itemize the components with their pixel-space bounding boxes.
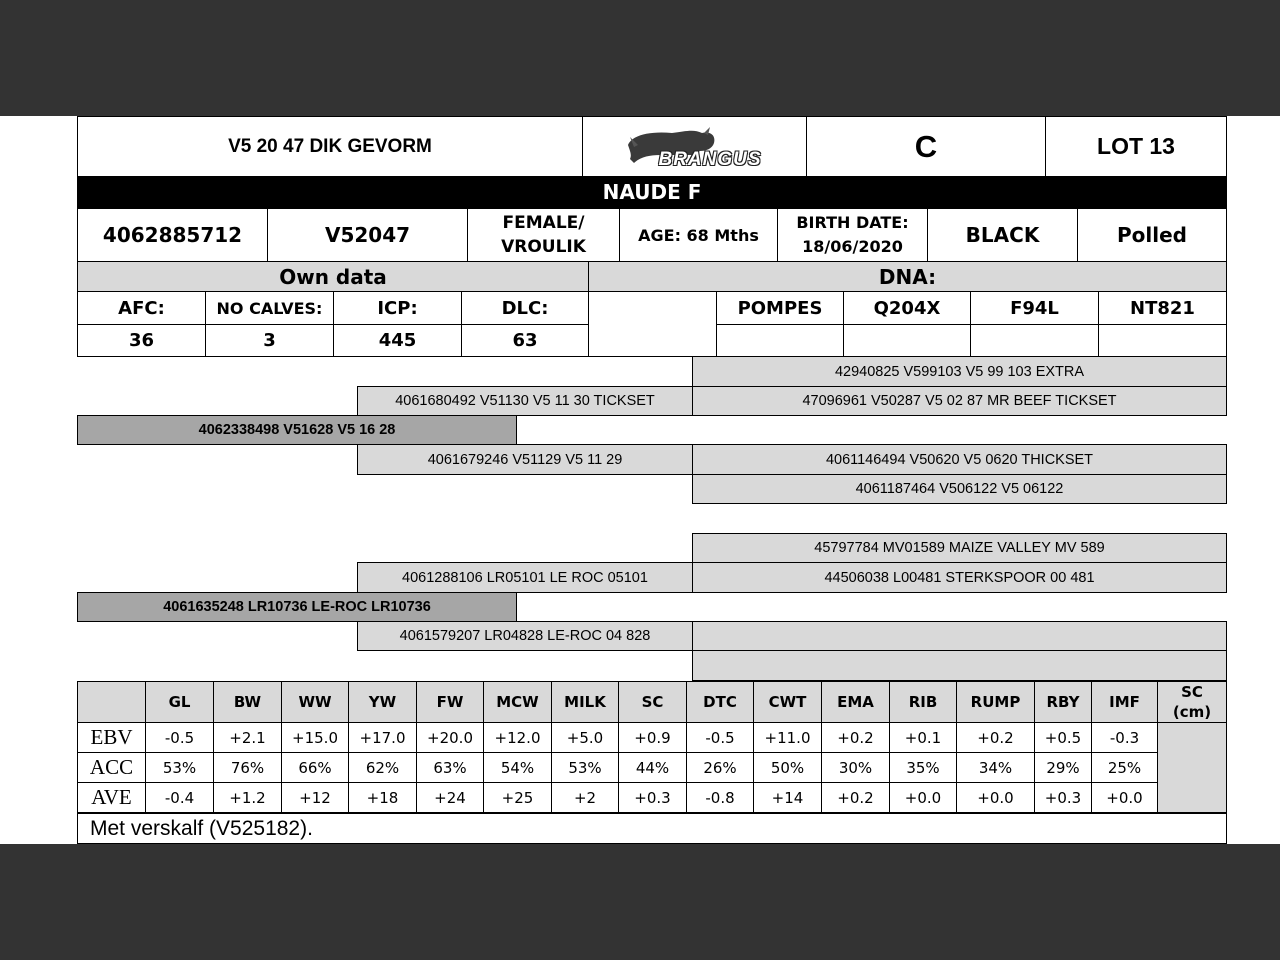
pedigree-dsd: 44506038 L00481 STERKSPOOR 00 481 [692,562,1227,593]
ebv-cell: 62% [348,752,417,783]
ebv-cell: +0.5 [1034,722,1092,753]
ebv-cell: +5.0 [551,722,619,753]
ebv-cell: 30% [821,752,890,783]
dna-value-q204x [843,324,971,357]
ebv-cell: +0.2 [821,782,890,813]
animal-name: V5 20 47 DIK GEVORM [77,116,583,177]
dna-value-nt821 [1098,324,1227,357]
ebv-header-milk: MILK [551,681,619,723]
ebv-cell: +0.3 [1034,782,1092,813]
ebv-cell: 53% [145,752,214,783]
ebv-cell: +11.0 [753,722,822,753]
colour: BLACK [927,208,1078,262]
registration-number: 4062885712 [77,208,268,262]
ebv-cell: 63% [416,752,484,783]
pedigree-ddd [692,650,1227,681]
ebv-header-yw: YW [348,681,417,723]
own-data-title: Own data [77,261,589,292]
ebv-cell: +15.0 [281,722,349,753]
ebv-cell: -0.3 [1091,722,1158,753]
own-header-icp: ICP: [333,291,462,325]
ebv-header-mcw: MCW [483,681,552,723]
ebv-cell: -0.5 [686,722,754,753]
ebv-cell: +0.0 [956,782,1035,813]
ebv-cell: +0.1 [889,722,957,753]
grade: C [806,116,1046,177]
ebv-cell: 29% [1034,752,1092,783]
animal-id: V52047 [267,208,468,262]
ebv-cell: +0.2 [821,722,890,753]
dna-header-f94l: F94L [970,291,1099,325]
ebv-cell: +0.0 [1091,782,1158,813]
pedigree-sdd: 4061187464 V506122 V5 06122 [692,474,1227,504]
dna-title: DNA: [588,261,1227,292]
ebv-cell: +20.0 [416,722,484,753]
sc-cm-line1: SC [1181,683,1203,701]
horn-status: Polled [1077,208,1227,262]
sex-line1: FEMALE/ [502,213,585,233]
pedigree-ds: 4061288106 LR05101 LE ROC 05101 [357,562,693,593]
ebv-header-imf: IMF [1091,681,1158,723]
ebv-cell: +14 [753,782,822,813]
own-value-dlc: 63 [461,324,589,357]
ebv-cell: +0.0 [889,782,957,813]
ebv-header-rump: RUMP [956,681,1035,723]
ebv-header-ema: EMA [821,681,890,723]
pedigree-dss: 45797784 MV01589 MAIZE VALLEY MV 589 [692,533,1227,563]
ebv-sc-cm-values [1157,722,1227,813]
ebv-cell: 35% [889,752,957,783]
pedigree-sds: 4061146494 V50620 V5 0620 THICKSET [692,444,1227,475]
ebv-cell: +18 [348,782,417,813]
ebv-header-gl: GL [145,681,214,723]
birth-date [777,208,928,262]
ebv-header-bw: BW [213,681,282,723]
dna-header-pompes: POMPES [716,291,844,325]
own-value-icp: 445 [333,324,462,357]
ebv-cell: +12.0 [483,722,552,753]
own-header-dlc: DLC: [461,291,589,325]
ebv-cell: -0.4 [145,782,214,813]
ebv-cell: +12 [281,782,349,813]
ebv-cell: 50% [753,752,822,783]
ebv-header-sc-cm [1157,681,1227,723]
pedigree-sss: 42940825 V599103 V5 99 103 EXTRA [692,356,1227,387]
lot-number: LOT 13 [1045,116,1227,177]
ebv-header-ww: WW [281,681,349,723]
ebv-header-fw: FW [416,681,484,723]
dna-header-nt821: NT821 [1098,291,1227,325]
dna-value-pompes [716,324,844,357]
dna-value-f94l [970,324,1099,357]
pedigree-dam: 4061635248 LR10736 LE-ROC LR10736 [77,592,517,622]
ebv-cell: +17.0 [348,722,417,753]
ebv-row-label-ave: AVE [77,782,146,813]
ebv-cell: -0.8 [686,782,754,813]
ebv-cell: -0.5 [145,722,214,753]
pedigree-sd: 4061679246 V51129 V5 11 29 [357,444,693,475]
ebv-cell: +0.9 [618,722,687,753]
pedigree-ssd: 47096961 V50287 V5 02 87 MR BEEF TICKSET [692,386,1227,416]
own-header-calves: NO CALVES: [205,291,334,325]
owner-bar: NAUDE F [77,176,1227,208]
ebv-cell: +25 [483,782,552,813]
birth-date-label: BIRTH DATE: [796,213,909,232]
ebv-cell: 66% [281,752,349,783]
ebv-cell: +0.3 [618,782,687,813]
ebv-header-rib: RIB [889,681,957,723]
own-header-afc: AFC: [77,291,206,325]
pedigree-ss: 4061680492 V51130 V5 11 30 TICKSET [357,386,693,416]
pedigree-dds [692,621,1227,651]
own-value-calves: 3 [205,324,334,357]
ebv-cell: 25% [1091,752,1158,783]
own-value-afc: 36 [77,324,206,357]
sex [467,208,620,262]
ebv-cell: 53% [551,752,619,783]
ebv-cell: +2.1 [213,722,282,753]
dna-header-q204x: Q204X [843,291,971,325]
ebv-cell: +2 [551,782,619,813]
lot-sheet [0,116,1280,844]
ebv-row-label-ebv: EBV [77,722,146,753]
logo-text: BRANGUS [658,149,762,170]
ebv-cell: +0.2 [956,722,1035,753]
sc-cm-line2: (cm) [1172,703,1212,721]
ebv-cell: 34% [956,752,1035,783]
birth-date-value: 18/06/2020 [802,237,903,256]
ebv-header-dtc: DTC [686,681,754,723]
ebv-cell: 54% [483,752,552,783]
ebv-cell: 76% [213,752,282,783]
note: Met verskalf (V525182). [77,813,1227,844]
age: AGE: 68 Mths [619,208,778,262]
pedigree-dd: 4061579207 LR04828 LE-ROC 04 828 [357,621,693,651]
ebv-header-rby: RBY [1034,681,1092,723]
ebv-cell: +1.2 [213,782,282,813]
ebv-header-cwt: CWT [753,681,822,723]
ebv-row-label-acc: ACC [77,752,146,783]
ebv-header-sc: SC [618,681,687,723]
sex-line2: VROULIK [501,237,586,257]
ebv-cell: 44% [618,752,687,783]
ebv-cell: 26% [686,752,754,783]
ebv-header-corner [77,681,146,723]
dna-blank [588,291,717,357]
pedigree-sire: 4062338498 V51628 V5 16 28 [77,415,517,445]
ebv-cell: +24 [416,782,484,813]
